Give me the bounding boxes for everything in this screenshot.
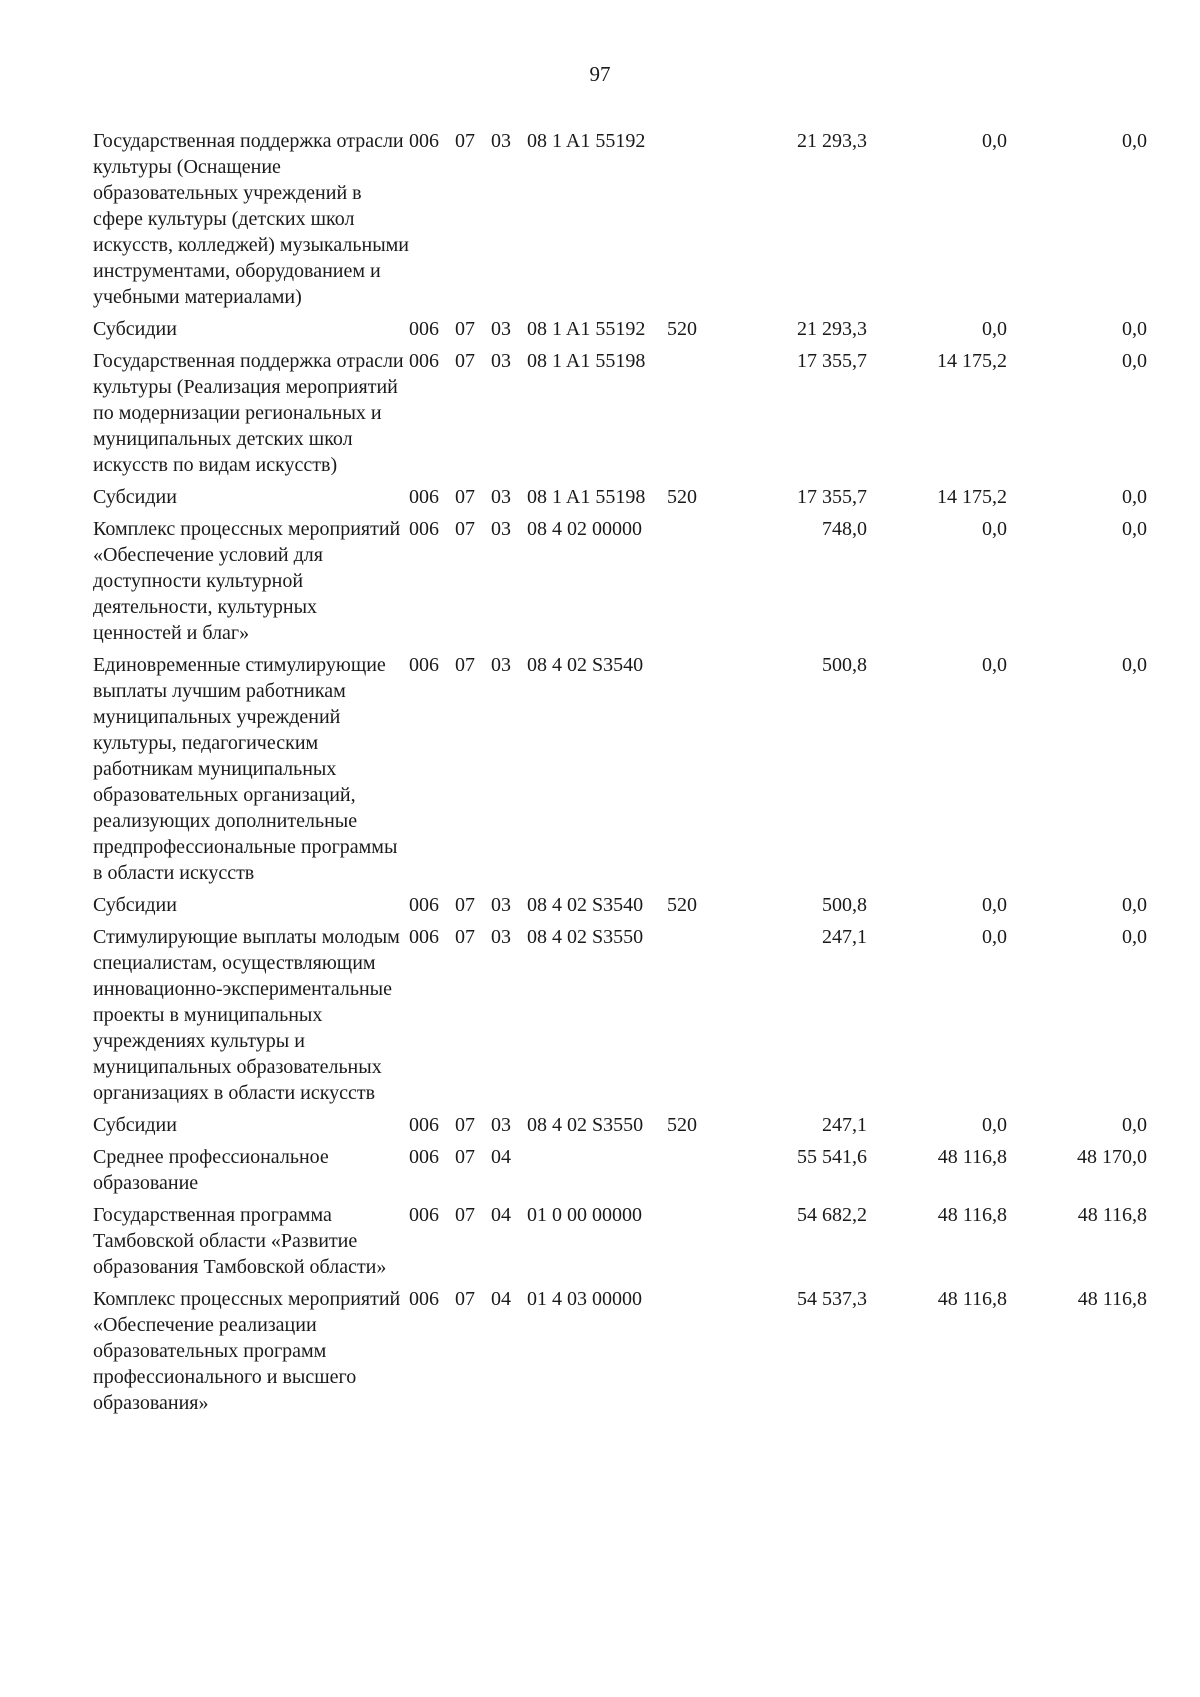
row-amount-year-2: 48 116,8 (937, 1288, 1007, 1310)
table-row (93, 1199, 1147, 1283)
row-name: Стимулирующие выплаты молодым специалистам, осуществляющим инновационно-экспериментальные проекты в муниципальных учреждениях культуры и муниципальных образовательных организациях в области искусств (93, 926, 400, 1104)
row-target-article-code: 01 0 00 00000 (527, 1204, 642, 1226)
row-amount-year-1: 247,1 (822, 1114, 867, 1136)
row-section-code: 07 (455, 1114, 475, 1136)
table-row (93, 125, 1147, 313)
row-subsection-code: 03 (491, 518, 511, 540)
row-amount-year-2: 48 116,8 (937, 1204, 1007, 1226)
table-row (93, 649, 1147, 889)
row-name: Субсидии (93, 486, 177, 508)
row-amount-year-3: 48 116,8 (1077, 1288, 1147, 1310)
row-target-article-code: 08 4 02 S3540 (527, 894, 644, 916)
row-amount-year-1: 17 355,7 (797, 350, 867, 372)
row-section-code: 07 (455, 518, 475, 540)
row-grbs-code: 006 (409, 1146, 439, 1168)
row-amount-year-2: 14 175,2 (937, 486, 1007, 508)
row-section-code: 07 (455, 654, 475, 676)
row-subsection-code: 03 (491, 350, 511, 372)
row-target-article-code: 08 4 02 00000 (527, 518, 642, 540)
row-subsection-code: 03 (491, 1114, 511, 1136)
budget-table (93, 125, 1147, 1419)
row-expense-type-code (667, 921, 727, 1109)
row-section-code: 07 (455, 1288, 475, 1310)
row-grbs-code: 006 (409, 518, 439, 540)
row-amount-year-2: 14 175,2 (937, 350, 1007, 372)
row-amount-year-1: 500,8 (822, 654, 867, 676)
table-row (93, 1283, 1147, 1419)
row-target-article-code: 08 1 A1 55192 (527, 130, 646, 152)
row-section-code: 07 (455, 1204, 475, 1226)
row-subsection-code: 04 (491, 1204, 511, 1226)
row-section-code: 07 (455, 350, 475, 372)
row-grbs-code: 006 (409, 654, 439, 676)
row-grbs-code: 006 (409, 350, 439, 372)
row-amount-year-2: 0,0 (982, 1114, 1007, 1136)
page-number: 97 (589, 62, 611, 86)
row-grbs-code: 006 (409, 318, 439, 340)
row-name: Среднее профессиональное образование (93, 1146, 329, 1194)
table-row (93, 1141, 1147, 1199)
row-grbs-code: 006 (409, 1204, 439, 1226)
row-amount-year-1: 247,1 (822, 926, 867, 948)
row-amount-year-3: 0,0 (1122, 518, 1147, 540)
row-grbs-code: 006 (409, 894, 439, 916)
table-row (93, 889, 1147, 921)
budget-table-body (93, 125, 1147, 1419)
row-amount-year-3: 0,0 (1122, 486, 1147, 508)
row-expense-type-code (667, 1199, 727, 1283)
row-expense-type-code (667, 1283, 727, 1419)
row-expense-type-code: 520 (667, 1114, 697, 1136)
row-expense-type-code (667, 513, 727, 649)
row-name: Комплекс процессных мероприятий «Обеспечение реализации образовательных программ профессионального и высшего образования» (93, 1288, 401, 1414)
row-grbs-code: 006 (409, 1288, 439, 1310)
row-target-article-code: 08 4 02 S3550 (527, 1114, 644, 1136)
row-grbs-code: 006 (409, 926, 439, 948)
row-subsection-code: 03 (491, 894, 511, 916)
row-expense-type-code: 520 (667, 486, 697, 508)
row-amount-year-2: 0,0 (982, 318, 1007, 340)
row-amount-year-3: 48 170,0 (1077, 1146, 1147, 1168)
table-row (93, 1109, 1147, 1141)
row-target-article-code: 08 1 A1 55192 (527, 318, 646, 340)
row-subsection-code: 03 (491, 486, 511, 508)
row-name: Государственная программа Тамбовской области «Развитие образования Тамбовской области» (93, 1204, 387, 1278)
row-amount-year-3: 0,0 (1122, 130, 1147, 152)
row-name: Государственная поддержка отрасли культуры (Оснащение образовательных учреждений в сфере культуры (детских школ искусств, колледжей) музыкальными инструментами, оборудованием и учебными материалами) (93, 130, 409, 308)
row-expense-type-code (667, 649, 727, 889)
row-amount-year-2: 0,0 (982, 926, 1007, 948)
row-section-code: 07 (455, 1146, 475, 1168)
row-target-article-code: 08 1 A1 55198 (527, 486, 646, 508)
row-expense-type-code: 520 (667, 894, 697, 916)
row-name: Единовременные стимулирующие выплаты лучшим работникам муниципальных учреждений культуры, педагогическим работникам муниципальных образовательных организаций, реализующих дополнительные предпрофессиональные программы в области искусств (93, 654, 398, 884)
row-section-code: 07 (455, 130, 475, 152)
row-amount-year-3: 0,0 (1122, 926, 1147, 948)
row-expense-type-code (667, 345, 727, 481)
row-amount-year-1: 54 682,2 (797, 1204, 867, 1226)
row-amount-year-1: 748,0 (822, 518, 867, 540)
row-grbs-code: 006 (409, 130, 439, 152)
row-target-article-code: 08 4 02 S3550 (527, 926, 644, 948)
row-name: Субсидии (93, 1114, 177, 1136)
row-expense-type-code: 520 (667, 318, 697, 340)
row-name: Субсидии (93, 318, 177, 340)
row-amount-year-2: 48 116,8 (937, 1146, 1007, 1168)
row-section-code: 07 (455, 486, 475, 508)
row-amount-year-3: 0,0 (1122, 894, 1147, 916)
row-grbs-code: 006 (409, 486, 439, 508)
row-subsection-code: 03 (491, 654, 511, 676)
table-row (93, 481, 1147, 513)
table-row (93, 345, 1147, 481)
row-section-code: 07 (455, 926, 475, 948)
row-subsection-code: 03 (491, 318, 511, 340)
row-amount-year-3: 0,0 (1122, 1114, 1147, 1136)
row-target-article-code: 08 1 A1 55198 (527, 350, 646, 372)
row-amount-year-3: 0,0 (1122, 350, 1147, 372)
row-amount-year-3: 0,0 (1122, 318, 1147, 340)
row-subsection-code: 04 (491, 1146, 511, 1168)
row-section-code: 07 (455, 894, 475, 916)
row-target-article-code (527, 1141, 667, 1199)
row-amount-year-2: 0,0 (982, 654, 1007, 676)
row-amount-year-1: 21 293,3 (797, 318, 867, 340)
row-amount-year-2: 0,0 (982, 130, 1007, 152)
table-row (93, 513, 1147, 649)
row-name: Комплекс процессных мероприятий «Обеспечение условий для доступности культурной деятельности, культурных ценностей и благ» (93, 518, 401, 644)
row-subsection-code: 04 (491, 1288, 511, 1310)
row-name: Субсидии (93, 894, 177, 916)
row-name: Государственная поддержка отрасли культуры (Реализация мероприятий по модернизации региональных и муниципальных детских школ искусств по видам искусств) (93, 350, 404, 476)
row-amount-year-3: 0,0 (1122, 654, 1147, 676)
row-amount-year-3: 48 116,8 (1077, 1204, 1147, 1226)
row-amount-year-1: 17 355,7 (797, 486, 867, 508)
row-target-article-code: 01 4 03 00000 (527, 1288, 642, 1310)
row-amount-year-1: 21 293,3 (797, 130, 867, 152)
row-subsection-code: 03 (491, 926, 511, 948)
row-expense-type-code (667, 125, 727, 313)
row-amount-year-1: 54 537,3 (797, 1288, 867, 1310)
row-grbs-code: 006 (409, 1114, 439, 1136)
row-amount-year-1: 55 541,6 (797, 1146, 867, 1168)
row-amount-year-2: 0,0 (982, 518, 1007, 540)
row-section-code: 07 (455, 318, 475, 340)
table-row (93, 313, 1147, 345)
row-amount-year-1: 500,8 (822, 894, 867, 916)
row-expense-type-code (667, 1141, 727, 1199)
row-target-article-code: 08 4 02 S3540 (527, 654, 644, 676)
row-subsection-code: 03 (491, 130, 511, 152)
row-amount-year-2: 0,0 (982, 894, 1007, 916)
table-row (93, 921, 1147, 1109)
